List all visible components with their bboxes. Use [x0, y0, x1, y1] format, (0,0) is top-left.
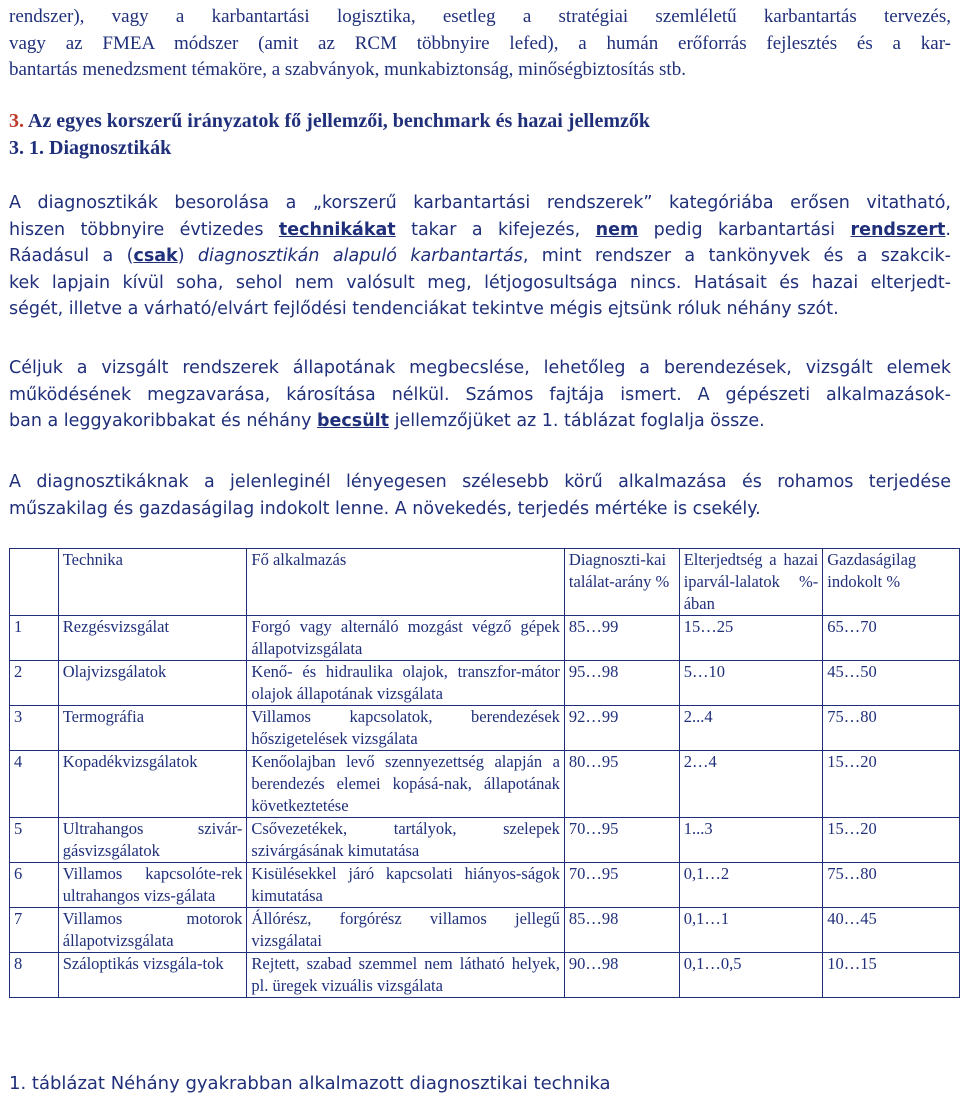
- cell-g: 15…20: [823, 751, 960, 818]
- table-row: [10, 706, 960, 751]
- cell-n: 6: [10, 863, 59, 908]
- table-row: [10, 818, 960, 863]
- cell-d: 90…98: [564, 953, 679, 998]
- p2-line-2: működésének megzavarása, károsítása nélkül. Számos fajtája ismert. A gépészeti alkalmazások-: [9, 384, 951, 405]
- cell-t: Kopadékvizsgálatok: [58, 751, 247, 818]
- cell-e: 0,1…1: [679, 908, 823, 953]
- cell-t: Termográfia: [58, 706, 247, 751]
- section-number: 3.: [9, 110, 24, 132]
- cell-f: Kenőolajban levő szennyezettség alapján a berendezés elemei kopásá-nak, állapotának következtetése: [247, 751, 565, 818]
- cell-t: Ultrahangos szivár-gásvizsgálatok: [58, 818, 247, 863]
- cell-g: 65…70: [823, 616, 960, 661]
- table-row: [10, 751, 960, 818]
- header-number: [10, 549, 59, 616]
- cell-n: 5: [10, 818, 59, 863]
- cell-f: Csővezetékek, tartályok, szelepek szivárgásának kimutatása: [247, 818, 565, 863]
- table-row: [10, 908, 960, 953]
- cell-d: 85…98: [564, 908, 679, 953]
- underlined-technikakat: technikákat: [278, 219, 396, 240]
- cell-g: 75…80: [823, 706, 960, 751]
- section-title: Az egyes korszerű irányzatok fő jellemzői, benchmark és hazai jellemzők: [27, 110, 650, 132]
- cell-f: Villamos kapcsolatok, berendezések hőszigetelések vizsgálata: [247, 706, 565, 751]
- table-row: [10, 863, 960, 908]
- cell-e: 15…25: [679, 616, 823, 661]
- cell-f: Forgó vagy alternáló mozgást végző gépek állapotvizsgálata: [247, 616, 565, 661]
- underlined-csak: csak: [133, 246, 178, 266]
- intro-line-1: rendszer), vagy a karbantartási logisztika, esetleg a stratégiai szemléletű karbantartás tervezés,: [9, 6, 951, 27]
- subsection-heading: 3. 1. Diagnosztikák: [9, 137, 172, 159]
- p2-line-3: ban a leggyakoribbakat és néhány becsült jellemzőjüket az 1. táblázat foglalja össze.: [9, 411, 765, 431]
- cell-g: 75…80: [823, 863, 960, 908]
- intro-paragraph: [9, 4, 951, 84]
- cell-d: 85…99: [564, 616, 679, 661]
- italic-phrase: diagnosztikán alapuló karbantartás: [197, 246, 523, 266]
- cell-t: Rezgésvizsgálat: [58, 616, 247, 661]
- diagnostics-table: [9, 548, 960, 998]
- cell-n: 3: [10, 706, 59, 751]
- p1-line-2: hiszen többnyire évtizedes technikákat takar a kifejezés, nem pedig karbantartási rendszert.: [9, 219, 951, 240]
- cell-e: 1...3: [679, 818, 823, 863]
- p3-line-2: műszakilag és gazdaságilag indokolt lenne. A növekedés, terjedés mértéke is csekély.: [9, 498, 761, 519]
- header-diag: Diagnoszti-kai találat-arány %: [564, 549, 679, 616]
- p1-line-4: kek lapjain kívül soha, sehol nem valósult meg, létjogosultsága nincs. Hatásait és hazai elterjedt-: [9, 272, 951, 293]
- cell-t: Villamos kapcsolóte-rek ultrahangos vizs-gálata: [58, 863, 247, 908]
- cell-e: 0,1…2: [679, 863, 823, 908]
- underlined-nem: nem: [595, 219, 639, 240]
- table-row: [10, 661, 960, 706]
- cell-d: 95…98: [564, 661, 679, 706]
- cell-g: 15…20: [823, 818, 960, 863]
- cell-n: 2: [10, 661, 59, 706]
- p1-line-1: A diagnosztikák besorolása a „korszerű karbantartási rendszerek” kategóriába erősen vitatható,: [9, 193, 951, 213]
- cell-f: Állórész, forgórész villamos jellegű vizsgálatai: [247, 908, 565, 953]
- cell-f: Kisülésekkel járó kapcsolati hiányos-ságok kimutatása: [247, 863, 565, 908]
- p2-line-1: Céljuk a vizsgált rendszerek állapotának megbecslése, lehetőleg a berendezések, vizsgált elemek: [9, 358, 951, 378]
- paragraph-1: [9, 190, 951, 323]
- cell-n: 4: [10, 751, 59, 818]
- cell-n: 8: [10, 953, 59, 998]
- cell-d: 92…99: [564, 706, 679, 751]
- table-row: [10, 953, 960, 998]
- header-fo-alkalmazas: Fő alkalmazás: [247, 549, 565, 616]
- paragraph-2: [9, 355, 951, 435]
- underlined-rendszert: rendszert: [850, 219, 946, 240]
- table-header-row: [10, 549, 960, 616]
- cell-e: 2…4: [679, 751, 823, 818]
- cell-d: 80…95: [564, 751, 679, 818]
- cell-e: 2...4: [679, 706, 823, 751]
- cell-e: 0,1…0,5: [679, 953, 823, 998]
- cell-t: Villamos motorok állapotvizsgálata: [58, 908, 247, 953]
- p1-line-3: Ráadásul a (csak) diagnosztikán alapuló karbantartás, mint rendszer a tankönyvek és a szakcik-: [9, 246, 951, 266]
- cell-d: 70…95: [564, 863, 679, 908]
- cell-g: 10…15: [823, 953, 960, 998]
- cell-n: 1: [10, 616, 59, 661]
- intro-line-3: bantartás menedzsment témaköre, a szabványok, munkabiztonság, minőségbiztosítás stb.: [9, 59, 686, 80]
- header-elterjedtseg: Elterjedtség a hazai iparvál-lalatok %-ában: [679, 549, 823, 616]
- cell-t: Olajvizsgálatok: [58, 661, 247, 706]
- cell-e: 5…10: [679, 661, 823, 706]
- cell-g: 45…50: [823, 661, 960, 706]
- section-heading: [9, 110, 650, 133]
- header-gazdasagilag: Gazdaságilag indokolt %: [823, 549, 960, 616]
- p3-line-1: A diagnosztikáknak a jelenleginél lényegesen szélesebb körű alkalmazása és rohamos terjedése: [9, 472, 951, 492]
- cell-f: Rejtett, szabad szemmel nem látható helyek, pl. üregek vizuális vizsgálata: [247, 953, 565, 998]
- table-caption: 1. táblázat Néhány gyakrabban alkalmazott diagnosztikai technika: [9, 1073, 611, 1094]
- cell-t: Száloptikás vizsgála-tok: [58, 953, 247, 998]
- underlined-becsult: becsült: [317, 411, 390, 431]
- cell-f: Kenő- és hidraulika olajok, transzfor-mátor olajok állapotának vizsgálata: [247, 661, 565, 706]
- cell-n: 7: [10, 908, 59, 953]
- table-body: [10, 616, 960, 998]
- table-row: [10, 616, 960, 661]
- intro-line-2: vagy az FMEA módszer (amit az RCM többnyire lefed), a humán erőforrás fejlesztés és a kar-: [9, 32, 951, 54]
- cell-d: 70…95: [564, 818, 679, 863]
- header-technika: Technika: [58, 549, 247, 616]
- p1-line-5: ségét, illetve a várható/elvárt fejlődési tendenciákat tekintve mégis ejtsünk róluk néhány szót.: [9, 299, 839, 319]
- paragraph-3: [9, 469, 951, 522]
- cell-g: 40…45: [823, 908, 960, 953]
